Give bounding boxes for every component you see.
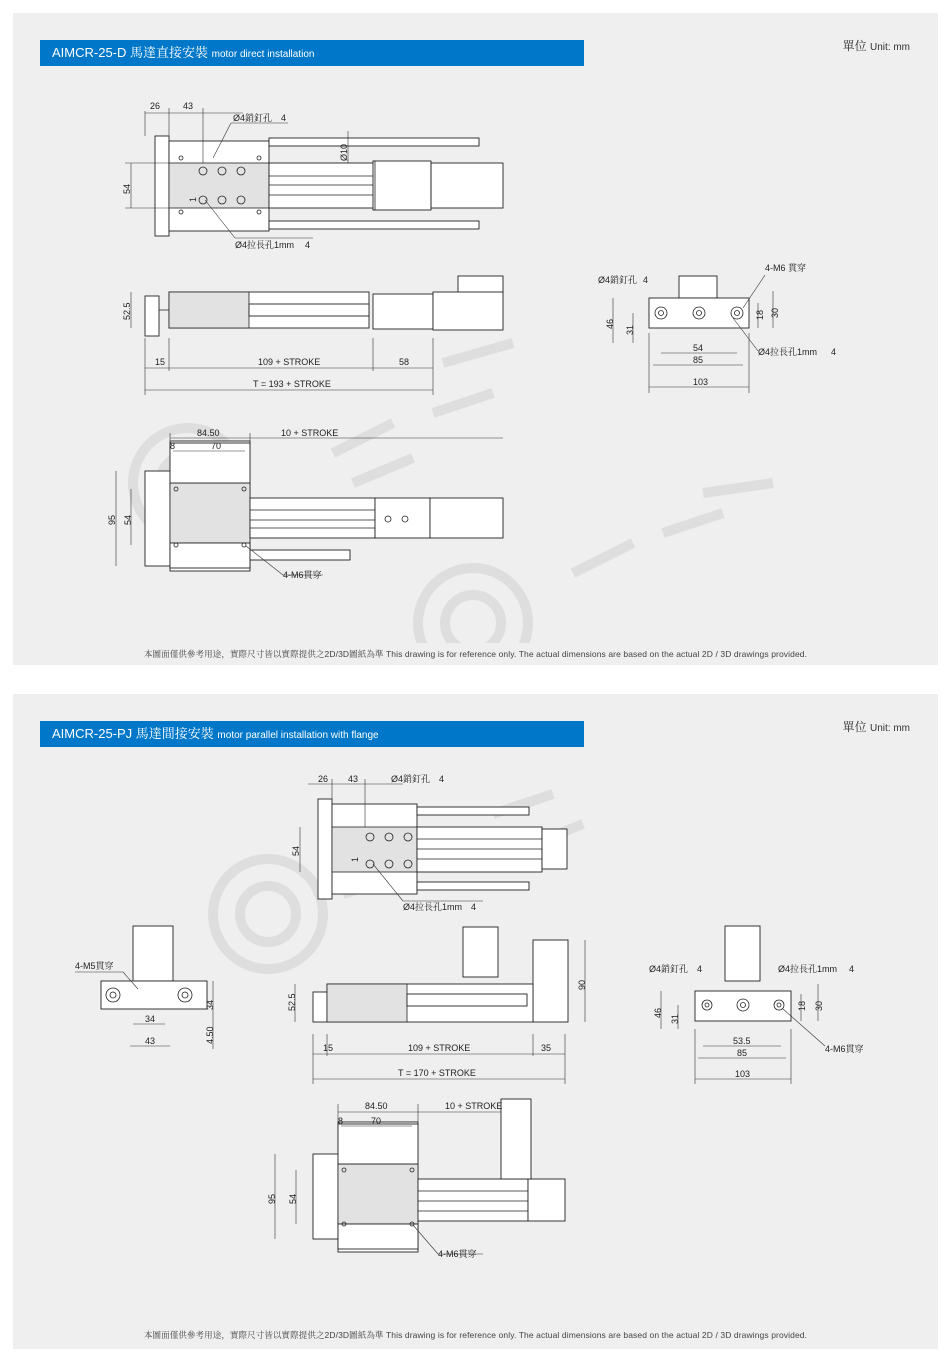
center-dim-15: 15	[323, 1043, 334, 1053]
panel-motor-direct	[13, 13, 938, 665]
center-dim-90: 90	[577, 979, 587, 990]
dim-43: 43	[183, 101, 194, 111]
left-end-view	[75, 926, 215, 1049]
bottom-dim-54: 54	[123, 514, 133, 525]
right-dim-18: 18	[797, 1000, 807, 1011]
side-view	[287, 927, 587, 1084]
end-pin-depth: 4	[643, 275, 649, 285]
end-slot-label: Ø4拉長孔1mm	[758, 347, 818, 357]
end-dim-46: 46	[605, 318, 615, 329]
center-dim-total-170: T = 170 + STROKE	[398, 1068, 476, 1078]
dim-d10: Ø10	[339, 143, 349, 161]
bottom-dim-70: 70	[211, 441, 222, 451]
bottom-dim-8: 8	[338, 1116, 344, 1126]
dim-52-5: 52.5	[122, 302, 132, 320]
dim-54: 54	[122, 183, 132, 194]
bottom-m6-label: 4-M6貫穿	[283, 570, 322, 580]
footnote: 本圖面僅供參考用途，實際尺寸皆以實際提供之2D/3D圖紙為準 This drawing is for reference only. The actual dimensions are based on the actual 2D / 3D drawings provided.	[143, 649, 808, 659]
bottom-view	[267, 1099, 565, 1259]
panel-motor-parallel	[13, 694, 938, 1349]
end-dim-18: 18	[755, 309, 765, 320]
right-slot-depth: 4	[849, 964, 855, 974]
bottom-dim-84-50: 84.50	[197, 428, 220, 438]
pin-depth-label: 4	[281, 113, 287, 123]
left-m5-label: 4-M5貫穿	[75, 961, 114, 971]
center-dim-109-stroke: 109 + STROKE	[408, 1043, 471, 1053]
slot-label: Ø4拉長孔1mm	[235, 240, 295, 250]
dim-1: 1	[350, 856, 360, 862]
right-pin-depth: 4	[697, 964, 703, 974]
right-dim-53-5: 53.5	[733, 1036, 751, 1046]
right-dim-30: 30	[814, 1000, 824, 1011]
end-dim-30: 30	[770, 307, 780, 318]
top-view	[291, 773, 567, 912]
side-view	[122, 276, 503, 395]
left-dim-43: 43	[145, 1036, 156, 1046]
dim-1: 1	[188, 196, 198, 202]
left-dim-34: 34	[145, 1014, 156, 1024]
bottom-dim-70: 70	[371, 1116, 382, 1126]
right-pin-hole-label: Ø4銷釘孔	[649, 964, 689, 974]
bottom-dim-95: 95	[107, 514, 117, 525]
left-dim-34v: 34	[205, 999, 215, 1010]
pin-depth-label: 4	[439, 774, 445, 784]
end-slot-depth: 4	[831, 347, 837, 357]
unit-label-cn: 單位	[842, 39, 867, 53]
bottom-dim-84-50: 84.50	[365, 1101, 388, 1111]
section-title: AIMCR-25-D 馬達直接安裝	[52, 45, 209, 60]
unit-label-en: Unit: mm	[870, 42, 910, 53]
left-dim-4-50: 4.50	[205, 1026, 215, 1044]
top-view	[122, 101, 503, 250]
bottom-dim-8: 8	[170, 441, 176, 451]
pin-hole-label: Ø4銷釘孔	[391, 774, 431, 784]
right-end-view	[649, 926, 864, 1084]
dim-26: 26	[150, 101, 161, 111]
end-dim-103: 103	[693, 377, 709, 387]
dim-109-stroke: 109 + STROKE	[258, 357, 321, 367]
dim-54: 54	[291, 845, 301, 856]
dim-43: 43	[348, 774, 359, 784]
end-m6-label: 4-M6 貫穿	[765, 263, 807, 273]
slot-depth-label: 4	[471, 902, 477, 912]
unit-label-cn: 單位	[842, 720, 867, 734]
slot-depth-label: 4	[305, 240, 311, 250]
bottom-view	[107, 428, 503, 580]
bottom-dim-10-stroke: 10 + STROKE	[445, 1101, 503, 1111]
unit-label-en: Unit: mm	[870, 723, 910, 734]
slot-label: Ø4拉長孔1mm	[403, 902, 463, 912]
dim-total-193: T = 193 + STROKE	[253, 379, 331, 389]
dim-58: 58	[399, 357, 410, 367]
end-dim-54: 54	[693, 343, 704, 353]
right-dim-31: 31	[670, 1013, 680, 1024]
center-dim-52-5: 52.5	[287, 993, 297, 1011]
section-subtitle: motor parallel installation with flange	[217, 730, 379, 741]
end-view	[598, 262, 836, 393]
right-slot-label: Ø4拉長孔1mm	[778, 964, 838, 974]
dim-15: 15	[155, 357, 166, 367]
bottom-dim-95: 95	[267, 1193, 277, 1204]
bottom-dim-54: 54	[288, 1193, 298, 1204]
end-dim-31: 31	[625, 324, 635, 335]
pin-hole-label: Ø4銷釘孔	[233, 113, 273, 123]
footnote: 本圖面僅供參考用途，實際尺寸皆以實際提供之2D/3D圖紙為準 This drawing is for reference only. The actual dimensions are based on the actual 2D / 3D drawings provided.	[143, 1330, 808, 1340]
drawing-motor-direct	[13, 13, 938, 643]
bottom-dim-10-stroke: 10 + STROKE	[281, 428, 339, 438]
drawing-motor-parallel	[13, 694, 938, 1324]
center-dim-35: 35	[541, 1043, 552, 1053]
right-dim-103: 103	[735, 1069, 751, 1079]
right-dim-46: 46	[653, 1007, 663, 1018]
end-dim-85: 85	[693, 355, 704, 365]
bottom-m6-label: 4-M6貫穿	[438, 1249, 477, 1259]
section-subtitle: motor direct installation	[211, 49, 315, 60]
end-pin-hole-label: Ø4銷釘孔	[598, 275, 638, 285]
right-m6-label: 4-M6貫穿	[825, 1044, 864, 1054]
right-dim-85: 85	[737, 1048, 748, 1058]
dim-26: 26	[318, 774, 329, 784]
section-title: AIMCR-25-PJ 馬達間接安裝	[52, 726, 214, 741]
